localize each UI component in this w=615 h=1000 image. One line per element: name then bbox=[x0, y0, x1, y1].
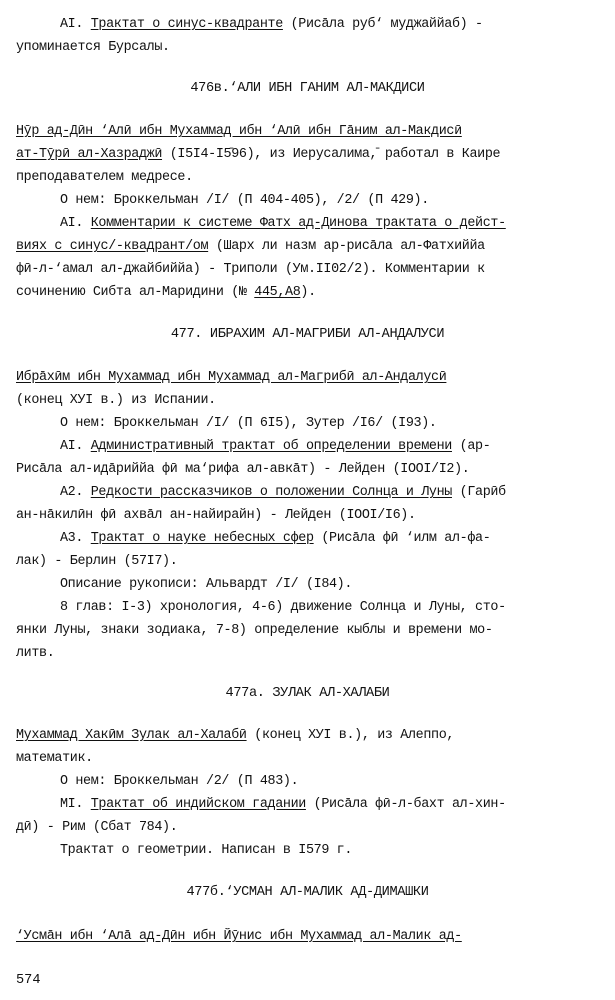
entry-line: математик. bbox=[16, 751, 93, 766]
author-name-line bbox=[16, 146, 606, 163]
entry-line: ан-нāкилӣн фӣ ахвāл ан-найирайн) - Лейден (IOOI/I6). bbox=[16, 508, 416, 523]
treatise-title: Трактат о синус-квадранте bbox=[90, 17, 283, 32]
treatise-title: Трактат о науке небесных сфер bbox=[90, 531, 314, 546]
cross-reference: 445,A8 bbox=[254, 285, 301, 300]
entry-line bbox=[60, 484, 606, 501]
item-code: MI. bbox=[60, 797, 91, 812]
entry-text: (конец XУI в.), из Алеппо, bbox=[246, 728, 455, 743]
entry-line: литв. bbox=[16, 646, 55, 661]
bibliography-ref: О нем: Броккельман /2/ (П 483). bbox=[60, 774, 299, 789]
treatise-title: виях с синус/-квадрант/ом bbox=[16, 239, 209, 254]
author-name: Мухаммад Хакӣм Зулак ал-Халабӣ bbox=[16, 728, 247, 743]
entry-text: (I5I4-I5̄96), из Иерусалима,̄ работал в Каире bbox=[162, 147, 501, 162]
author-name-line bbox=[16, 123, 606, 140]
entry-line bbox=[16, 238, 606, 255]
entry-text: (Шарх ли назм ар-рисāла ал-Фатхиййа bbox=[208, 239, 485, 254]
entry-line: 8 глав: I-3) хронология, 4-6) движение Солнца и Луны, сто- bbox=[60, 600, 506, 615]
entry-line bbox=[60, 530, 606, 547]
entry-line: Рисāла ал-идāриййа фӣ ма‘рифа ал-авкāт) - Лейден (IOOI/I2). bbox=[16, 462, 470, 477]
author-name-line bbox=[16, 928, 606, 945]
item-code: AI. bbox=[60, 216, 91, 231]
section-heading: 477. ИБРАХИМ АЛ-МАГРИБИ АЛ-АНДАЛУСИ bbox=[170, 327, 445, 342]
page-number: 574 bbox=[16, 973, 41, 988]
entry-line: (конец XУI в.) из Испании. bbox=[16, 393, 216, 408]
entry-line bbox=[60, 215, 606, 232]
entry-line bbox=[60, 438, 606, 455]
entry-line bbox=[16, 284, 606, 301]
item-code: A2. bbox=[60, 485, 91, 500]
author-name: Нӯр ад-Дӣн ‘Алӣ ибн Мухаммад ибн ‘Алӣ ибн Гāним ал-Макдисӣ bbox=[16, 124, 462, 139]
bibliography-ref: О нем: Броккельман /I/ (П 404-405), /2/ (П 429). bbox=[60, 193, 429, 208]
entry-line: фӣ-л-‘амал ал-джайбиййа) - Триполи (Ум.II02/2). Комментарии к bbox=[16, 262, 485, 277]
author-name-line bbox=[16, 369, 606, 386]
manuscript-description: Описание рукописи: Альвардт /I/ (I84). bbox=[60, 577, 353, 592]
treatise-title: Административный трактат об определении времени bbox=[90, 439, 452, 454]
treatise-title: Редкости рассказчиков о положении Солнца и Луны bbox=[90, 485, 452, 500]
item-code: A3. bbox=[60, 531, 91, 546]
section-heading: 476в.‘АЛИ ИБН ГАНИМ АЛ-МАКДИСИ bbox=[190, 81, 425, 96]
treatise-title: Трактат об индийском гадании bbox=[90, 797, 306, 812]
entry-line: преподавателем медресе. bbox=[16, 170, 193, 185]
author-name: Ибрāхӣм ибн Мухаммад ибн Мухаммад ал-Магрибӣ ал-Андалусӣ bbox=[16, 370, 447, 385]
entry-text: (ар- bbox=[451, 439, 491, 454]
entry-text: (Рисāла фӣ ‘илм ал-фа- bbox=[313, 531, 491, 546]
entry-line: Трактат о геометрии. Написан в I579 г. bbox=[60, 843, 353, 858]
author-name: ат-Тӯрӣ ал-Хазраджӣ bbox=[16, 147, 163, 162]
section-heading: 477б.‘УСМАН АЛ-МАЛИК АД-ДИМАШКИ bbox=[186, 885, 429, 900]
treatise-title: Комментарии к системе Фатх ад-Динова трактата о дейст- bbox=[90, 216, 506, 231]
entry-text: (Рисāла руб‘ муджаййаб) - bbox=[282, 17, 483, 32]
entry-line: дӣ) - Рим (Сбат 784). bbox=[16, 820, 178, 835]
entry-text: (Гарӣб bbox=[451, 485, 506, 500]
entry-line: янки Луны, знаки зодиака, 7-8) определение кыблы и времени мо- bbox=[16, 623, 493, 638]
entry-text: сочинению Сибта ал-Маридини (№ bbox=[16, 285, 255, 300]
item-code: AI. bbox=[60, 439, 91, 454]
bibliography-ref: О нем: Броккельман /I/ (П 6I5), Зутер /I6/ (I93). bbox=[60, 416, 437, 431]
entry-line: лак) - Берлин (57I7). bbox=[16, 554, 178, 569]
item-code: AI. bbox=[60, 17, 91, 32]
entry-line bbox=[60, 16, 606, 33]
section-heading: 477а. ЗУЛАК АЛ-ХАЛАБИ bbox=[225, 686, 390, 701]
entry-text: (Рисāла фӣ-л-бахт ал-хин- bbox=[305, 797, 506, 812]
author-name: ‘Усмāн ибн ‘Алā ад-Дӣн ибн Йӯнис ибн Мухаммад ал-Малик ад- bbox=[16, 929, 462, 944]
entry-line: упоминается Бурсалы. bbox=[16, 40, 170, 55]
author-name-line bbox=[16, 727, 606, 744]
entry-line bbox=[60, 796, 606, 813]
entry-text: ). bbox=[300, 285, 316, 300]
